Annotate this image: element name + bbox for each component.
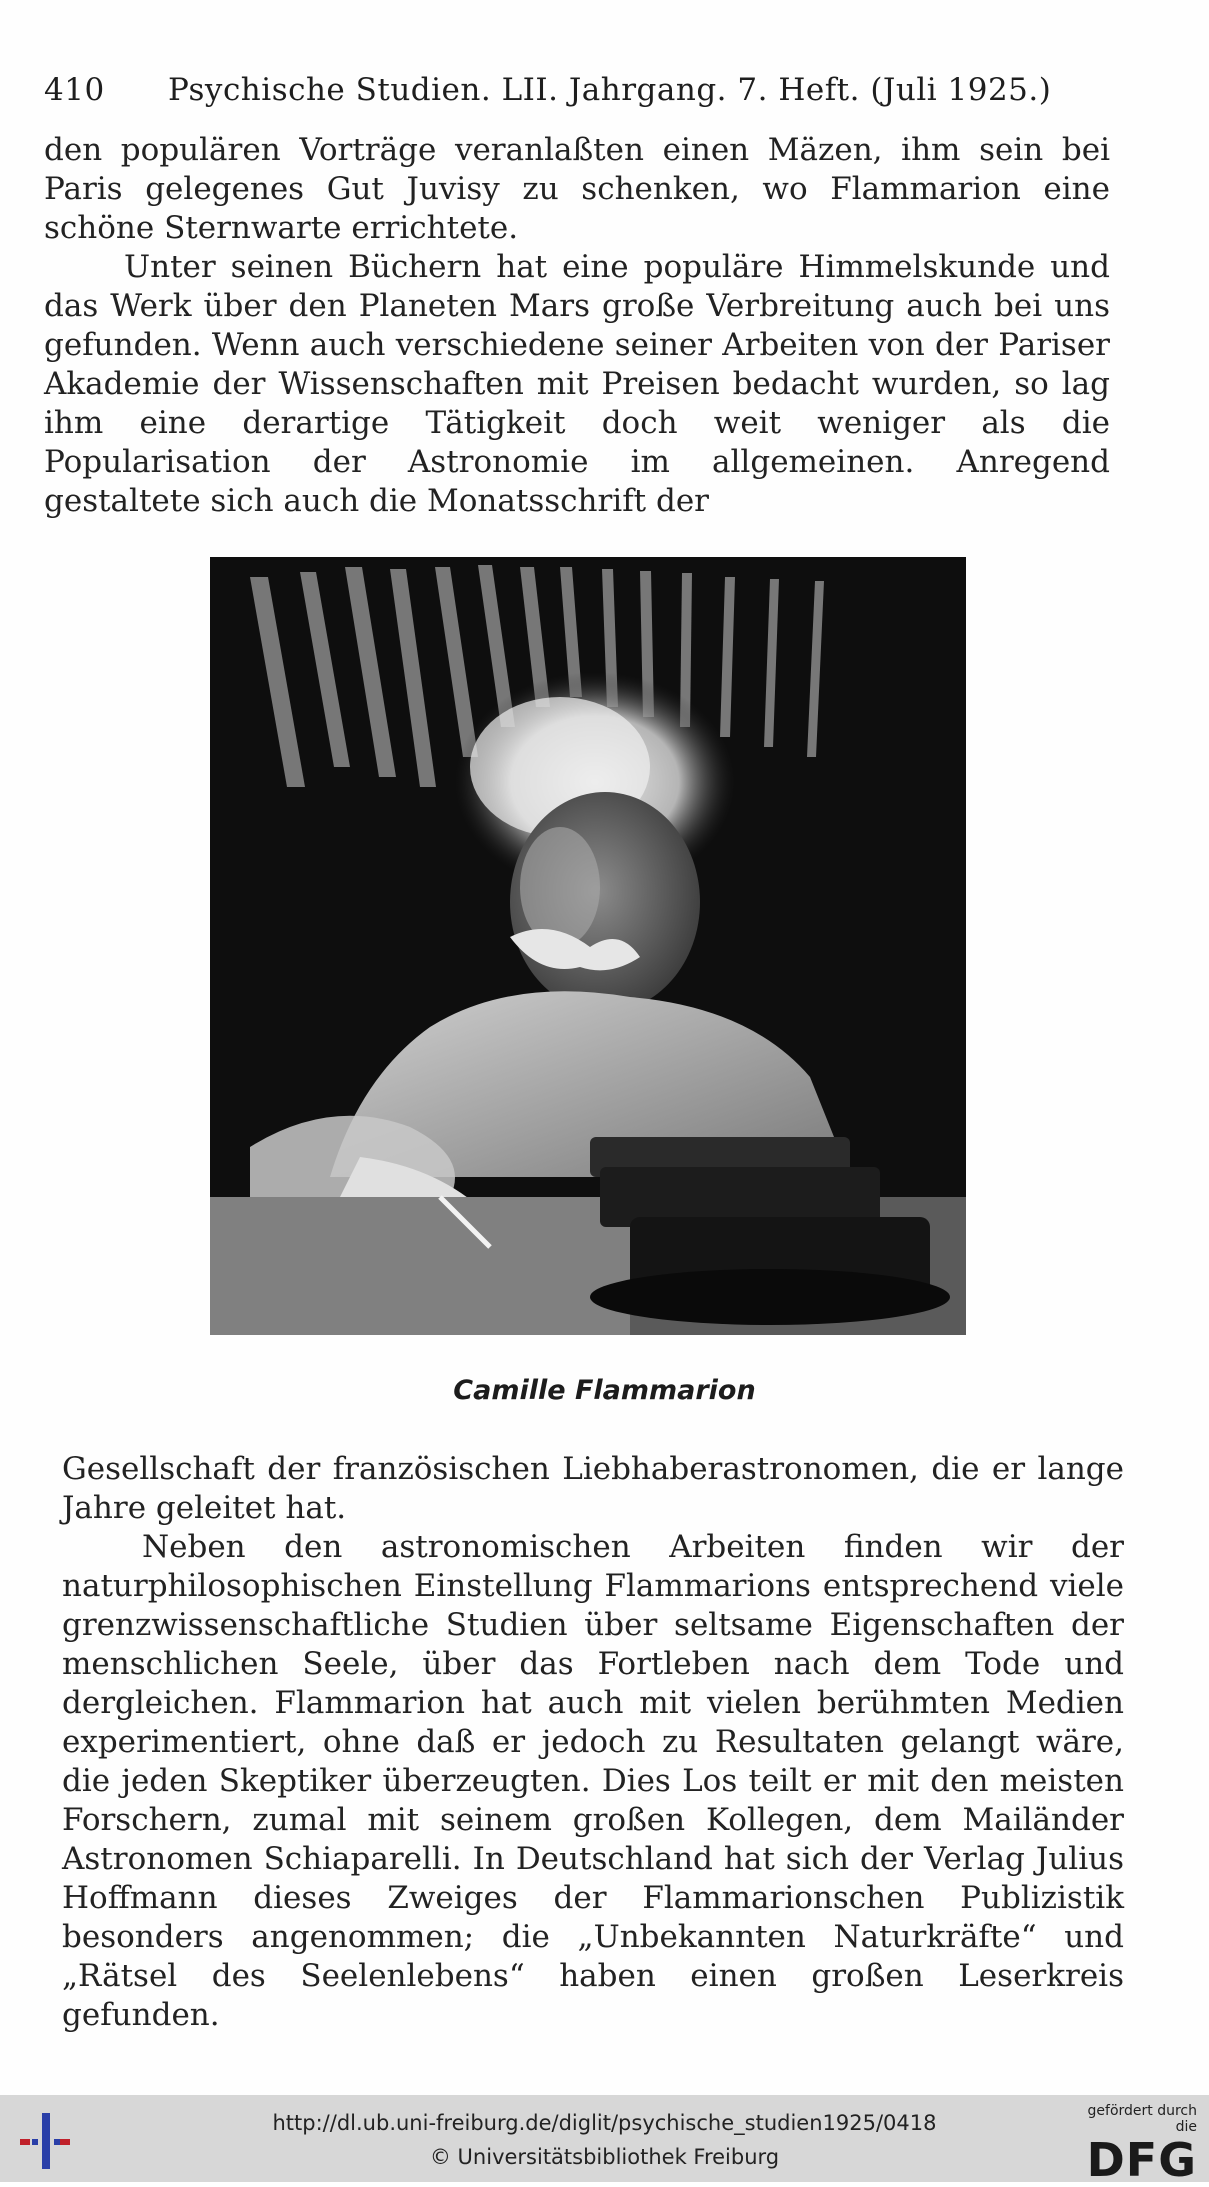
page-number: 410 — [44, 72, 105, 108]
dfg-funder-logo — [1067, 2103, 1197, 2185]
paragraph-4: Neben den astronomischen Arbeiten finden wir der naturphilosophischen Einstellung Flammarions entsprechend viele grenzwissenschaftliche Studien über seltsame Eigenschaften der menschlichen Seele, über das Fortleben nach dem Tode und dergleichen. Flammarion hat auch mit vielen berühmten Medien experimentiert, ohne daß er jedoch zu Resultaten gelangt wäre, die jeden Skeptiker überzeugten. Dies Los teilt er mit den meisten Forschern, zumal mit seinem großen Kollegen, dem Mailänder Astronomen Schiaparelli. In Deutschland hat sich der Verlag Julius Hoffmann dieses Zweiges der Flammarionschen Publizistik besonders angenommen; die „Unbekannten Naturkräfte“ und „Rätsel des Seelenlebens“ haben einen großen Leserkreis gefunden. — [62, 1529, 1124, 2033]
permalink-url[interactable]: http://dl.ub.uni-freiburg.de/diglit/psychische_studien1925/0418 — [272, 2111, 937, 2135]
funder-label: gefördert durch die — [1087, 2103, 1197, 2135]
body-text-top — [44, 131, 1110, 521]
paragraph-3: Gesellschaft der französischen Liebhaberastronomen, die er lange Jahre geleitet hat. — [62, 1451, 1124, 1526]
copyright-notice: © Universitätsbibliothek Freiburg — [429, 2145, 780, 2169]
body-text-bottom — [62, 1450, 1124, 2035]
figure-caption: Camille Flammarion — [453, 1375, 756, 1406]
portrait-photo — [210, 557, 966, 1335]
paragraph-2: Unter seinen Büchern hat eine populäre Himmelskunde und das Werk über den Planeten Mars große Verbreitung auch bei uns gefunden. Wenn auch verschiedene seiner Arbeiten von der Pariser Akademie der Wissenschaften mit Preisen bedacht wurden, so lag ihm eine derartige Tätigkeit doch weit weniger als die Popularisation der Astronomie im allgemeinen. Anregend gestaltete sich auch die Monatsschrift der — [44, 249, 1110, 519]
dfg-logo-text: DFG — [1086, 2133, 1197, 2187]
paragraph-1: den populären Vorträge veranlaßten einen Mäzen, ihm sein bei Paris gelegenes Gut Juvisy zu schenken, wo Flammarion eine schöne Sternwarte errichtete. — [44, 132, 1110, 246]
page-header — [44, 72, 1124, 118]
running-title: Psychische Studien. LII. Jahrgang. 7. Heft. (Juli 1925.) — [168, 72, 1052, 108]
viewer-footer — [0, 2095, 1209, 2187]
